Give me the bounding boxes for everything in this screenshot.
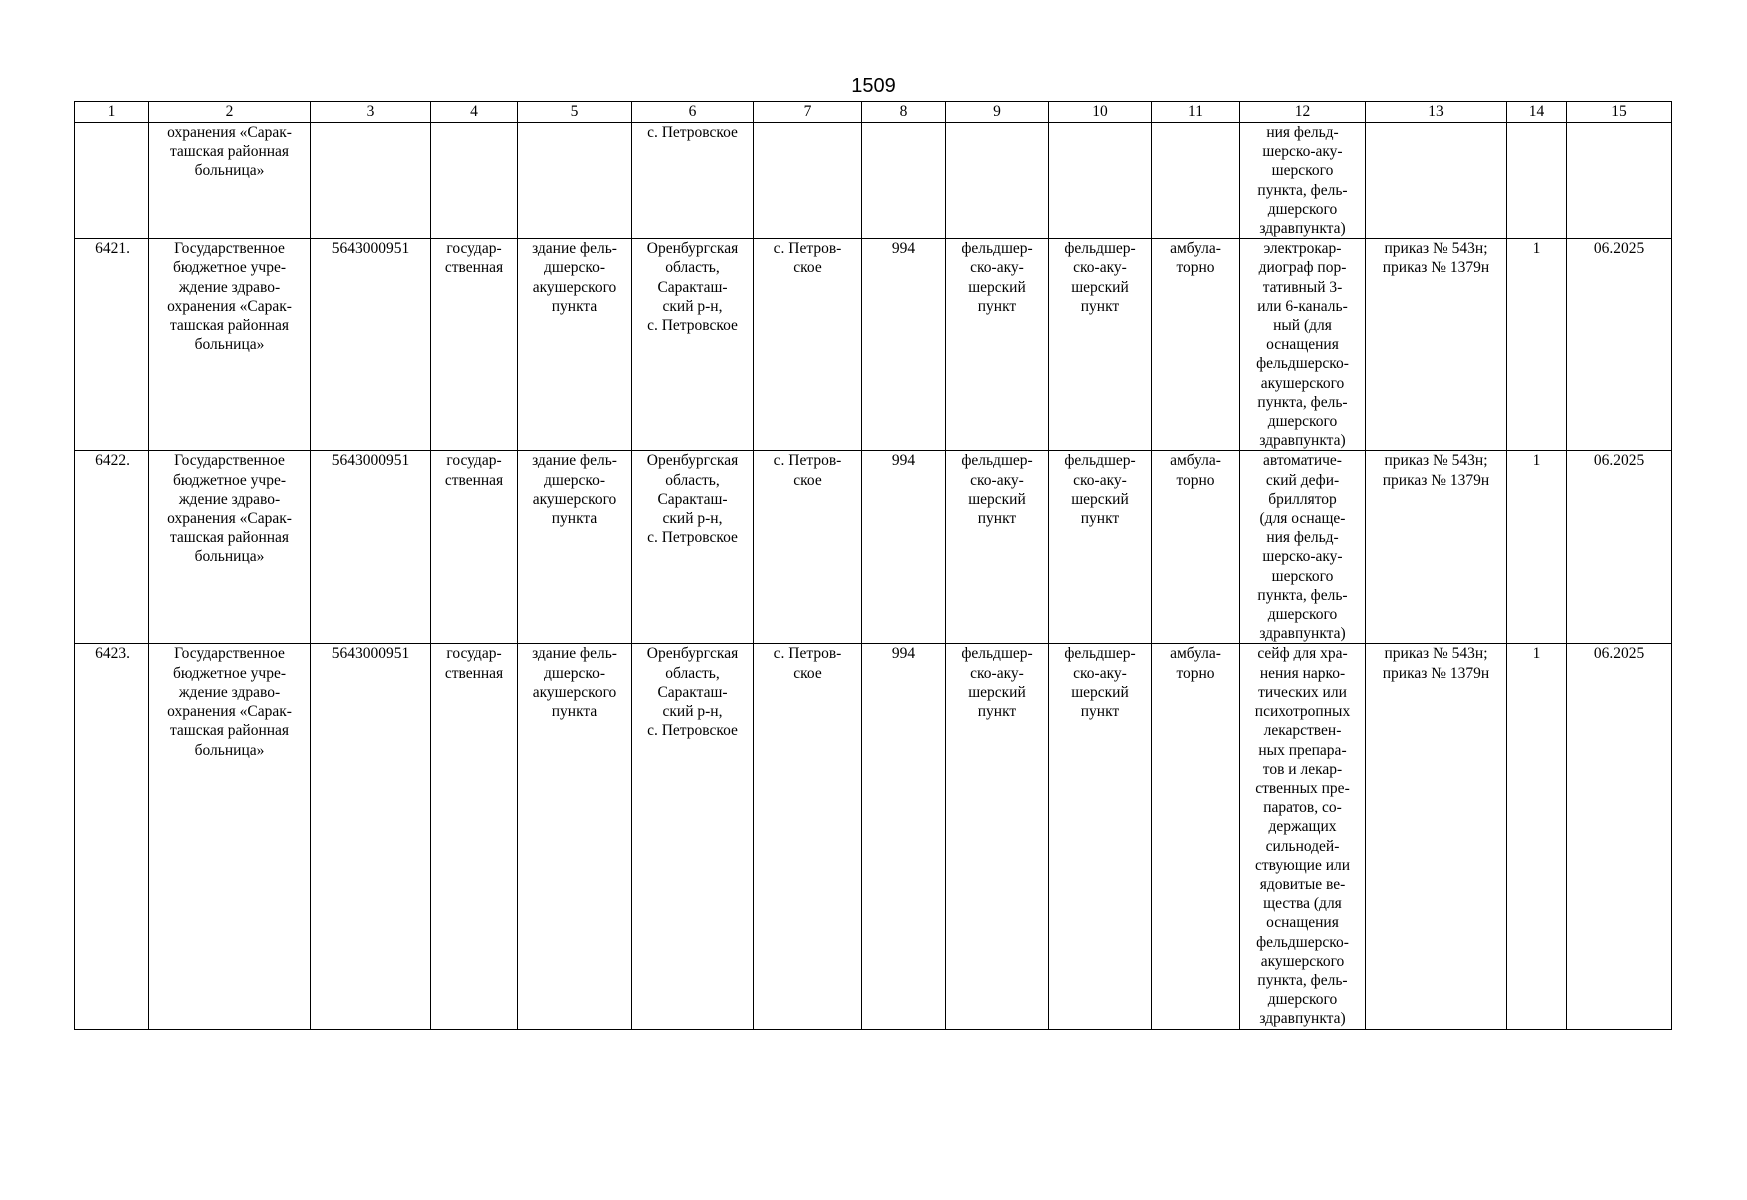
column-header-2: 2 — [149, 102, 311, 123]
order-reference-cell: приказ № 543н; приказ № 1379н — [1366, 239, 1507, 451]
equipment-cell: ния фельд- шерско-аку- шерского пункта, фель- дшерского здравпункта) — [1240, 123, 1366, 239]
settlement-cell: с. Петров- ское — [754, 451, 862, 644]
column-header-3: 3 — [311, 102, 431, 123]
care-condition-cell: амбула- торно — [1152, 451, 1240, 644]
ownership-cell: государ- ственная — [431, 644, 518, 1029]
building-cell: здание фель- дшерско- акушерского пункта — [518, 451, 632, 644]
column-header-8: 8 — [862, 102, 946, 123]
date-cell: 06.2025 — [1567, 644, 1672, 1029]
institution-name-cell: Государственное бюджетное учре- ждение здраво- охранения «Сарак- ташская районная больница» — [149, 239, 311, 451]
table-row — [75, 239, 1672, 451]
building-cell: здание фель- дшерско- акушерского пункта — [518, 239, 632, 451]
ownership-cell — [431, 123, 518, 239]
unit-profile-cell — [1049, 123, 1152, 239]
care-condition-cell: амбула- торно — [1152, 644, 1240, 1029]
ownership-cell: государ- ственная — [431, 451, 518, 644]
inn-cell: 5643000951 — [311, 451, 431, 644]
code-cell — [862, 123, 946, 239]
institution-name-cell: Государственное бюджетное учре- ждение здраво- охранения «Сарак- ташская районная больница» — [149, 644, 311, 1029]
address-cell: с. Петровское — [632, 123, 754, 239]
column-header-12: 12 — [1240, 102, 1366, 123]
column-header-5: 5 — [518, 102, 632, 123]
institution-name-cell: Государственное бюджетное учре- ждение здраво- охранения «Сарак- ташская районная больница» — [149, 451, 311, 644]
column-number-header-row — [75, 102, 1672, 123]
quantity-cell: 1 — [1507, 451, 1567, 644]
inn-cell: 5643000951 — [311, 644, 431, 1029]
settlement-cell: с. Петров- ское — [754, 239, 862, 451]
column-header-9: 9 — [946, 102, 1049, 123]
unit-profile-cell: фельдшер- ско-аку- шерский пункт — [1049, 451, 1152, 644]
column-header-10: 10 — [1049, 102, 1152, 123]
code-cell: 994 — [862, 644, 946, 1029]
quantity-cell — [1507, 123, 1567, 239]
column-header-1: 1 — [75, 102, 149, 123]
building-cell — [518, 123, 632, 239]
equipment-cell: электрокар- диограф пор- тативный 3- или 6-каналь- ный (для оснащения фельдшерско- акушерского пункта, фель- дшерского здравпункта) — [1240, 239, 1366, 451]
care-condition-cell: амбула- торно — [1152, 239, 1240, 451]
address-cell: Оренбургская область, Саракташ- ский р-н, с. Петровское — [632, 644, 754, 1029]
settlement-cell: с. Петров- ское — [754, 644, 862, 1029]
column-header-11: 11 — [1152, 102, 1240, 123]
column-header-13: 13 — [1366, 102, 1507, 123]
date-cell: 06.2025 — [1567, 239, 1672, 451]
unit-type-cell: фельдшер- ско-аку- шерский пункт — [946, 239, 1049, 451]
unit-profile-cell: фельдшер- ско-аку- шерский пункт — [1049, 644, 1152, 1029]
institution-name-cell: охранения «Сарак- ташская районная больница» — [149, 123, 311, 239]
inn-cell: 5643000951 — [311, 239, 431, 451]
order-reference-cell: приказ № 543н; приказ № 1379н — [1366, 451, 1507, 644]
quantity-cell: 1 — [1507, 644, 1567, 1029]
table-row — [75, 451, 1672, 644]
unit-profile-cell: фельдшер- ско-аку- шерский пункт — [1049, 239, 1152, 451]
unit-type-cell: фельдшер- ско-аку- шерский пункт — [946, 644, 1049, 1029]
order-reference-cell: приказ № 543н; приказ № 1379н — [1366, 644, 1507, 1029]
quantity-cell: 1 — [1507, 239, 1567, 451]
row-number-cell — [75, 123, 149, 239]
register-table — [74, 101, 1672, 1030]
code-cell: 994 — [862, 239, 946, 451]
unit-type-cell — [946, 123, 1049, 239]
column-header-4: 4 — [431, 102, 518, 123]
inn-cell — [311, 123, 431, 239]
row-number-cell: 6423. — [75, 644, 149, 1029]
continuation-row — [75, 123, 1672, 239]
page-number: 1509 — [851, 75, 896, 97]
column-header-14: 14 — [1507, 102, 1567, 123]
unit-type-cell: фельдшер- ско-аку- шерский пункт — [946, 451, 1049, 644]
column-header-6: 6 — [632, 102, 754, 123]
settlement-cell — [754, 123, 862, 239]
table-row — [75, 644, 1672, 1029]
equipment-cell: сейф для хра- нения нарко- тических или психотропных лекарствен- ных препара- тов и лекар- ственных пре- паратов, со- держащих сильнодей- ствующие или ядовитые ве- щества (для оснащения фельдшерско- акушерского пункта, фель- дшерского здравпункта) — [1240, 644, 1366, 1029]
order-reference-cell — [1366, 123, 1507, 239]
date-cell — [1567, 123, 1672, 239]
address-cell: Оренбургская область, Саракташ- ский р-н, с. Петровское — [632, 239, 754, 451]
equipment-cell: автоматиче- ский дефи- бриллятор (для оснаще- ния фельд- шерско-аку- шерского пункта, фель- дшерского здравпункта) — [1240, 451, 1366, 644]
ownership-cell: государ- ственная — [431, 239, 518, 451]
code-cell: 994 — [862, 451, 946, 644]
row-number-cell: 6422. — [75, 451, 149, 644]
row-number-cell: 6421. — [75, 239, 149, 451]
column-header-15: 15 — [1567, 102, 1672, 123]
column-header-7: 7 — [754, 102, 862, 123]
care-condition-cell — [1152, 123, 1240, 239]
address-cell: Оренбургская область, Саракташ- ский р-н, с. Петровское — [632, 451, 754, 644]
date-cell: 06.2025 — [1567, 451, 1672, 644]
building-cell: здание фель- дшерско- акушерского пункта — [518, 644, 632, 1029]
